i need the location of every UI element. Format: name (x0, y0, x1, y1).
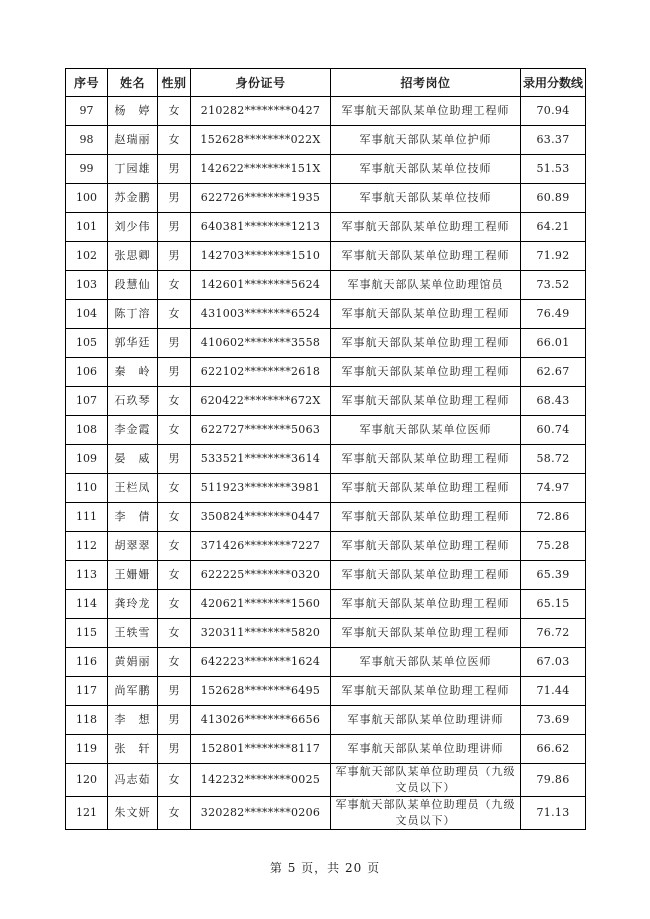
table-cell: 李金霞 (108, 416, 158, 445)
table-row (66, 126, 586, 155)
table-cell: 142622********151X (191, 155, 331, 184)
table-row (66, 474, 586, 503)
table-cell: 男 (158, 213, 191, 242)
table-cell: 女 (158, 97, 191, 126)
table-cell: 李 倩 (108, 503, 158, 532)
table-cell: 军事航天部队某单位技师 (331, 184, 521, 213)
table-cell: 黄娟丽 (108, 648, 158, 677)
table-cell: 108 (66, 416, 108, 445)
table-cell: 男 (158, 445, 191, 474)
table-cell: 113 (66, 561, 108, 590)
table-cell: 军事航天部队某单位助理工程师 (331, 503, 521, 532)
table-cell: 110 (66, 474, 108, 503)
table-cell: 413026********6656 (191, 706, 331, 735)
table-cell: 军事航天部队某单位助理讲师 (331, 706, 521, 735)
table-cell: 杨 婷 (108, 97, 158, 126)
table-cell: 58.72 (521, 445, 586, 474)
table-cell: 97 (66, 97, 108, 126)
table-cell: 73.52 (521, 271, 586, 300)
table-cell: 女 (158, 561, 191, 590)
table-cell: 66.62 (521, 735, 586, 764)
table-cell: 622225********0320 (191, 561, 331, 590)
table-cell: 军事航天部队某单位助理工程师 (331, 97, 521, 126)
header-cell-index: 序号 (66, 69, 108, 97)
table-cell: 60.74 (521, 416, 586, 445)
table-row (66, 706, 586, 735)
table-cell: 女 (158, 648, 191, 677)
table-cell: 98 (66, 126, 108, 155)
table-cell: 320282********0206 (191, 796, 331, 829)
table-cell: 410602********3558 (191, 329, 331, 358)
table-cell: 63.37 (521, 126, 586, 155)
table-cell: 女 (158, 387, 191, 416)
table-cell: 111 (66, 503, 108, 532)
table-cell: 军事航天部队某单位助理工程师 (331, 532, 521, 561)
table-cell: 军事航天部队某单位医师 (331, 648, 521, 677)
table-cell: 王轶雪 (108, 619, 158, 648)
table-row (66, 242, 586, 271)
table-row (66, 764, 586, 797)
table-cell: 女 (158, 764, 191, 797)
table-row (66, 213, 586, 242)
table-cell: 张 轩 (108, 735, 158, 764)
table-cell: 男 (158, 358, 191, 387)
table-cell: 65.39 (521, 561, 586, 590)
table-cell: 军事航天部队某单位护师 (331, 126, 521, 155)
table-row (66, 387, 586, 416)
table-cell: 军事航天部队某单位助理员（九级文员以下） (331, 796, 521, 829)
table-cell: 男 (158, 677, 191, 706)
table-cell: 女 (158, 590, 191, 619)
table-cell: 郭华廷 (108, 329, 158, 358)
table-cell: 640381********1213 (191, 213, 331, 242)
table-cell: 79.86 (521, 764, 586, 797)
table-cell: 117 (66, 677, 108, 706)
table-cell: 王栏凤 (108, 474, 158, 503)
table-cell: 100 (66, 184, 108, 213)
table-row (66, 796, 586, 829)
table-cell: 65.15 (521, 590, 586, 619)
table-cell: 女 (158, 271, 191, 300)
table-cell: 68.43 (521, 387, 586, 416)
table-row (66, 97, 586, 126)
table-cell: 533521********3614 (191, 445, 331, 474)
table-cell: 431003********6524 (191, 300, 331, 329)
table-cell: 军事航天部队某单位助理工程师 (331, 242, 521, 271)
table-cell: 622102********2618 (191, 358, 331, 387)
table-cell: 女 (158, 416, 191, 445)
table-cell: 女 (158, 503, 191, 532)
table-cell: 男 (158, 184, 191, 213)
table-cell: 军事航天部队某单位助理员（九级文员以下） (331, 764, 521, 797)
table-cell: 71.92 (521, 242, 586, 271)
table-cell: 晏 威 (108, 445, 158, 474)
table-cell: 朱文妍 (108, 796, 158, 829)
table-cell: 622726********1935 (191, 184, 331, 213)
table-cell: 67.03 (521, 648, 586, 677)
table-cell: 男 (158, 242, 191, 271)
table-cell: 420621********1560 (191, 590, 331, 619)
table-cell: 军事航天部队某单位助理工程师 (331, 677, 521, 706)
table-cell: 张思卿 (108, 242, 158, 271)
header-cell-name: 姓名 (108, 69, 158, 97)
table-cell: 女 (158, 126, 191, 155)
table-cell: 76.72 (521, 619, 586, 648)
table-cell: 石玖琴 (108, 387, 158, 416)
table-cell: 73.69 (521, 706, 586, 735)
table-cell: 142232********0025 (191, 764, 331, 797)
table-row (66, 590, 586, 619)
table-cell: 女 (158, 619, 191, 648)
table-cell: 冯志茹 (108, 764, 158, 797)
table-cell: 511923********3981 (191, 474, 331, 503)
table-row (66, 329, 586, 358)
table-cell: 121 (66, 796, 108, 829)
table-cell: 丁园雄 (108, 155, 158, 184)
table-cell: 152801********8117 (191, 735, 331, 764)
table-cell: 李 想 (108, 706, 158, 735)
table-cell: 军事航天部队某单位助理工程师 (331, 300, 521, 329)
table-cell: 男 (158, 706, 191, 735)
header-cell-position: 招考岗位 (331, 69, 521, 97)
table-cell: 女 (158, 300, 191, 329)
table-cell: 115 (66, 619, 108, 648)
page-footer: 第 5 页，共 20 页 (269, 861, 381, 875)
table-cell: 军事航天部队某单位技师 (331, 155, 521, 184)
table-cell: 320311********5820 (191, 619, 331, 648)
table-cell: 642223********1624 (191, 648, 331, 677)
table-row (66, 619, 586, 648)
table-cell: 男 (158, 735, 191, 764)
table-cell: 116 (66, 648, 108, 677)
table-cell: 99 (66, 155, 108, 184)
table-cell: 秦 岭 (108, 358, 158, 387)
table-cell: 军事航天部队某单位助理工程师 (331, 358, 521, 387)
table-cell: 70.94 (521, 97, 586, 126)
table-cell: 男 (158, 329, 191, 358)
table-cell: 刘少伟 (108, 213, 158, 242)
table-row (66, 532, 586, 561)
table-cell: 142601********5624 (191, 271, 331, 300)
table-cell: 军事航天部队某单位助理工程师 (331, 561, 521, 590)
table-row (66, 677, 586, 706)
table-cell: 71.13 (521, 796, 586, 829)
recruitment-score-table (65, 68, 586, 830)
table-cell: 119 (66, 735, 108, 764)
table-cell: 105 (66, 329, 108, 358)
table-cell: 112 (66, 532, 108, 561)
table-cell: 71.44 (521, 677, 586, 706)
table-cell: 尚军鹏 (108, 677, 158, 706)
table-header-row (66, 69, 586, 97)
table-cell: 114 (66, 590, 108, 619)
table-cell: 军事航天部队某单位医师 (331, 416, 521, 445)
table-row (66, 300, 586, 329)
header-cell-id: 身份证号 (191, 69, 331, 97)
table-cell: 64.21 (521, 213, 586, 242)
table-cell: 72.86 (521, 503, 586, 532)
table-cell: 60.89 (521, 184, 586, 213)
header-cell-score: 录用分数线 (521, 69, 586, 97)
table-cell: 军事航天部队某单位助理工程师 (331, 590, 521, 619)
table-cell: 109 (66, 445, 108, 474)
table-cell: 军事航天部队某单位助理工程师 (331, 619, 521, 648)
table-cell: 104 (66, 300, 108, 329)
table-cell: 62.67 (521, 358, 586, 387)
table-cell: 胡翠翠 (108, 532, 158, 561)
table-cell: 军事航天部队某单位助理馆员 (331, 271, 521, 300)
table-cell: 106 (66, 358, 108, 387)
table-row (66, 358, 586, 387)
table-cell: 段慧仙 (108, 271, 158, 300)
table-cell: 军事航天部队某单位助理讲师 (331, 735, 521, 764)
table-cell: 陈丁溶 (108, 300, 158, 329)
table-cell: 军事航天部队某单位助理工程师 (331, 474, 521, 503)
table-cell: 102 (66, 242, 108, 271)
header-cell-gender: 性别 (158, 69, 191, 97)
table-cell: 210282********0427 (191, 97, 331, 126)
table-cell: 120 (66, 764, 108, 797)
table-cell: 女 (158, 532, 191, 561)
table-cell: 142703********1510 (191, 242, 331, 271)
table-cell: 苏金鹏 (108, 184, 158, 213)
table-cell: 74.97 (521, 474, 586, 503)
table-row (66, 561, 586, 590)
table-cell: 王姗姗 (108, 561, 158, 590)
table-cell: 军事航天部队某单位助理工程师 (331, 445, 521, 474)
table-cell: 军事航天部队某单位助理工程师 (331, 213, 521, 242)
table-row (66, 271, 586, 300)
table-row (66, 184, 586, 213)
table-cell: 女 (158, 474, 191, 503)
table-row (66, 445, 586, 474)
table-cell: 女 (158, 796, 191, 829)
table-cell: 620422********672X (191, 387, 331, 416)
table-row (66, 503, 586, 532)
table-cell: 66.01 (521, 329, 586, 358)
table-cell: 118 (66, 706, 108, 735)
table-cell: 龚玲龙 (108, 590, 158, 619)
table-cell: 103 (66, 271, 108, 300)
table-row (66, 416, 586, 445)
table-cell: 152628********022X (191, 126, 331, 155)
table-cell: 107 (66, 387, 108, 416)
table-cell: 622727********5063 (191, 416, 331, 445)
table-row (66, 648, 586, 677)
table-cell: 371426********7227 (191, 532, 331, 561)
table-cell: 赵瑞丽 (108, 126, 158, 155)
table-row (66, 735, 586, 764)
table-cell: 军事航天部队某单位助理工程师 (331, 329, 521, 358)
table-cell: 101 (66, 213, 108, 242)
table-cell: 76.49 (521, 300, 586, 329)
table-row (66, 155, 586, 184)
table-cell: 51.53 (521, 155, 586, 184)
table-cell: 152628********6495 (191, 677, 331, 706)
table-cell: 75.28 (521, 532, 586, 561)
table-cell: 男 (158, 155, 191, 184)
table-cell: 350824********0447 (191, 503, 331, 532)
table-cell: 军事航天部队某单位助理工程师 (331, 387, 521, 416)
